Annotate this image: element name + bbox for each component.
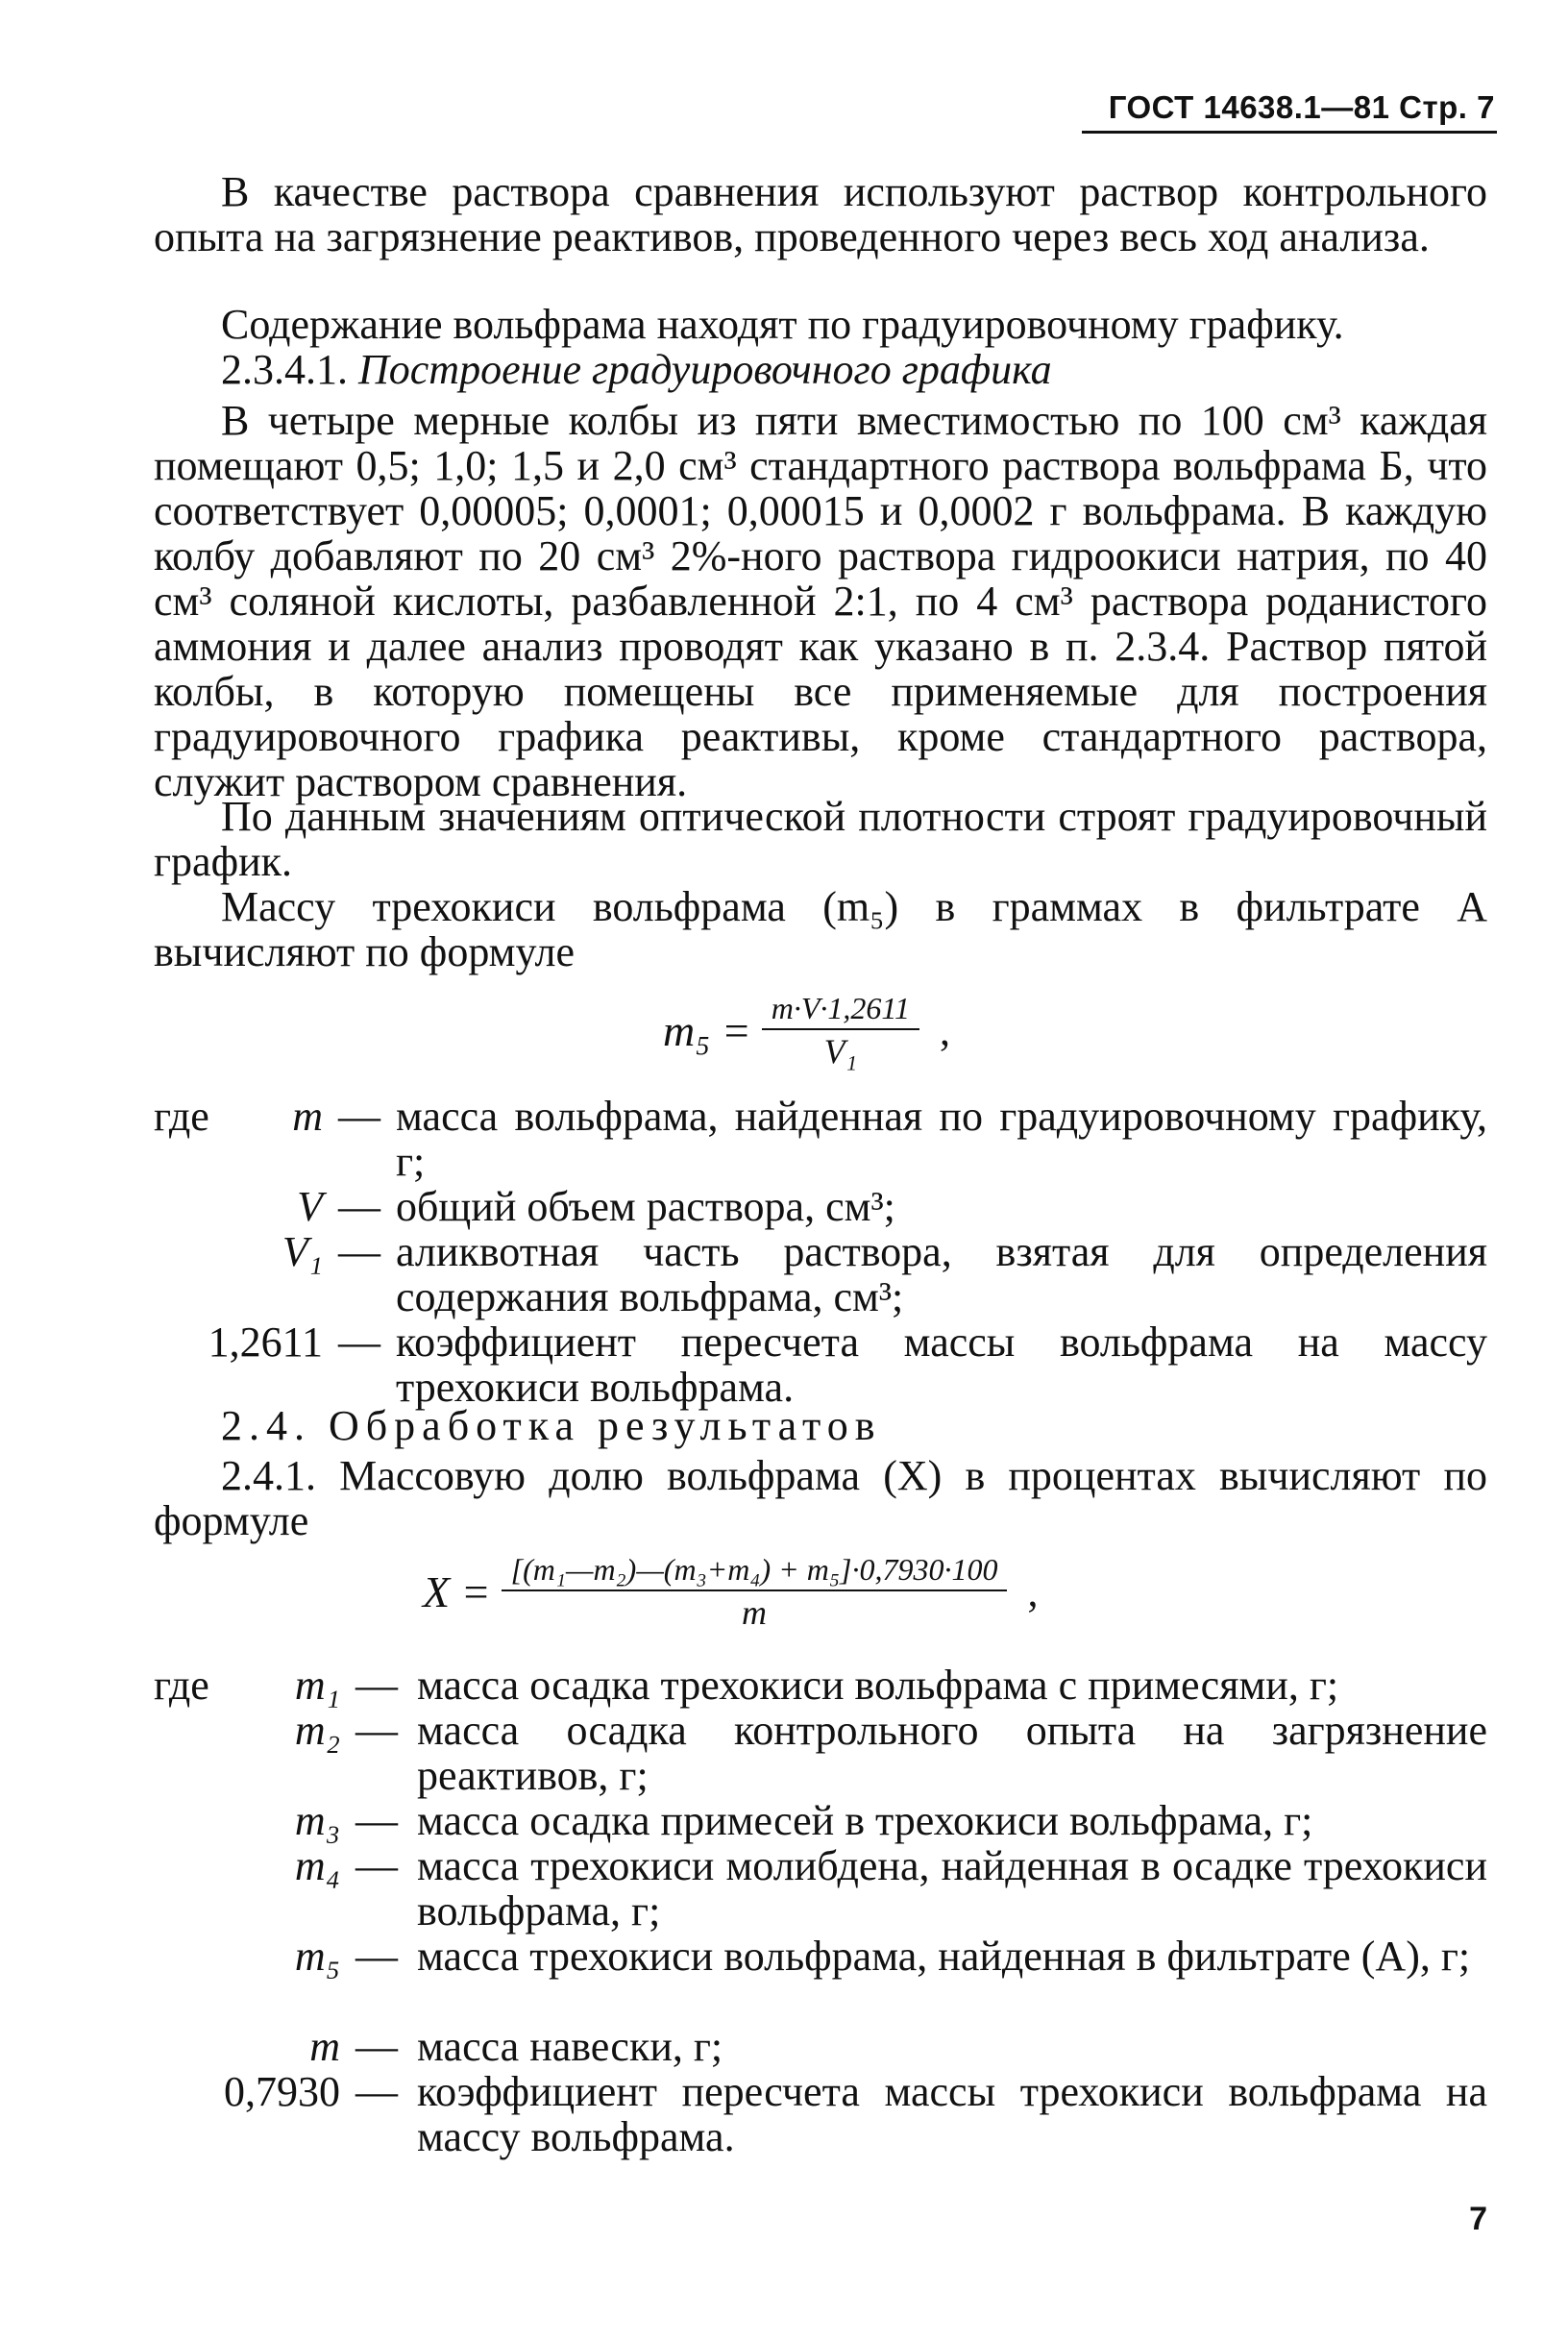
definition-symbol: m₄ xyxy=(294,1842,340,1889)
formula-m5-lhs: m₅ = xyxy=(663,1005,751,1055)
definition-dash: — xyxy=(338,1093,380,1140)
definition-dash: — xyxy=(355,2023,398,2070)
definition-dash: — xyxy=(355,1707,398,1754)
formula-m5-numerator: m·V·1,2611 xyxy=(762,990,919,1030)
formula-m5 xyxy=(663,990,950,1071)
formula-m5-denominator: V₁ xyxy=(823,1032,858,1071)
formula-m5-comma: , xyxy=(940,1006,951,1054)
definition-text: масса осадка контрольного опыта на загрязнение реактивов, г; xyxy=(417,1707,1487,1799)
definition-symbol: m₅ xyxy=(294,1933,340,1980)
definition-dash: — xyxy=(355,1662,398,1709)
definition-symbol: 0,7930 xyxy=(224,2068,340,2115)
definition-symbol: m xyxy=(309,2023,340,2070)
definition-dash: — xyxy=(355,1797,398,1844)
definition-symbol: m xyxy=(292,1093,323,1140)
paragraph-m5-formula-intro: Массу трехокиси вольфрама (m₅) в граммах в фильтрате А вычисляют по формуле xyxy=(154,883,1487,975)
definition-symbol: m₂ xyxy=(294,1707,340,1754)
formula-x xyxy=(423,1551,1038,1632)
definition-prefix: где xyxy=(154,1093,209,1140)
definition-symbol: V₁ xyxy=(282,1228,323,1275)
definition-dash: — xyxy=(338,1228,380,1275)
section-title: Построение градуировочного графика xyxy=(358,346,1052,393)
header-rule xyxy=(1082,131,1497,134)
definition-dash: — xyxy=(355,1933,398,1980)
definition-text: масса трехокиси вольфрама, найденная в фильтрате (А), г; xyxy=(417,1933,1471,1980)
formula-x-numerator: [(m₁—m₂)—(m₃+m₄) + m₅]·0,7930·100 xyxy=(502,1551,1008,1591)
definition-symbol: m₁ xyxy=(294,1662,340,1709)
formula-x-comma: , xyxy=(1027,1567,1039,1615)
definition-symbol: 1,2611 xyxy=(208,1318,323,1366)
definition-text: масса осадка примесей в трехокиси вольфрама, г; xyxy=(417,1797,1313,1844)
paragraph-reference-solution: В качестве раствора сравнения используют раствор контрольного опыта на загрязнение реактивов, проведенного через весь ход анализа. xyxy=(154,168,1487,260)
formula-x-denominator: m xyxy=(742,1593,768,1632)
definition-dash: — xyxy=(355,1842,398,1889)
definition-text: общий объем раствора, см³; xyxy=(396,1183,895,1230)
definition-text: масса вольфрама, найденная по градуировочному графику, г; xyxy=(396,1093,1487,1185)
paragraph-optical-density: По данным значениям оптической плотности строят градуировочный график. xyxy=(154,793,1487,885)
definition-dash: — xyxy=(338,1318,380,1366)
definition-text: масса навески, г; xyxy=(417,2023,723,2070)
formula-x-lhs: X = xyxy=(423,1566,491,1616)
formula-m5-fraction xyxy=(762,990,919,1071)
definition-symbol: m₃ xyxy=(294,1797,340,1844)
section-heading-2-3-4-1 xyxy=(154,347,1487,392)
section-number: 2.3.4.1. xyxy=(221,346,348,393)
definition-text: аликвотная часть раствора, взятая для определения содержания вольфрама, см³; xyxy=(396,1228,1487,1320)
page-number: 7 xyxy=(1469,2201,1487,2237)
page-header: ГОСТ 14638.1—81 Стр. 7 xyxy=(1108,89,1495,125)
definition-prefix: где xyxy=(154,1662,209,1709)
formula-x-fraction xyxy=(502,1551,1008,1632)
definition-dash: — xyxy=(338,1183,380,1230)
definition-dash: — xyxy=(355,2068,398,2115)
paragraph-calibration-procedure: В четыре мерные колбы из пяти вместимостью по 100 см³ каждая помещают 0,5; 1,0; 1,5 и 2,0 см³ стандартного раствора вольфрама Б, что соответствует 0,00005; 0,0001; 0,00015 и 0,0002 г вольфрама. В каждую колбу добавляют по 20 см³ 2%-ного раствора гидроокиси натрия, по 40 см³ соляной кислоты, разбавленной 2:1, по 4 см³ раствора роданистого аммония и далее анализ проводят как указано в п. 2.3.4. Раствор пятой колбы, в которую помещены все применяемые для построения градуировочного графика реактивы, кроме стандартного раствора, служит раствором сравнения. xyxy=(154,397,1487,805)
definition-text: коэффициент пересчета массы вольфрама на массу трехокиси вольфрама. xyxy=(396,1318,1487,1411)
definition-text: масса осадка трехокиси вольфрама с примесями, г; xyxy=(417,1662,1339,1709)
definition-text: масса трехокиси молибдена, найденная в осадке трехокиси вольфрама, г; xyxy=(417,1842,1487,1934)
definition-text: коэффициент пересчета массы трехокиси вольфрама на массу вольфрама. xyxy=(417,2068,1487,2160)
definition-symbol: V xyxy=(297,1183,323,1230)
section-heading-2-4: 2.4. Обработка результатов xyxy=(221,1402,882,1449)
paragraph-x-formula-intro: 2.4.1. Массовую долю вольфрама (X) в процентах вычисляют по формуле xyxy=(154,1452,1487,1544)
paragraph-tungsten-content: Содержание вольфрама находят по градуировочному графику. xyxy=(221,301,1344,348)
